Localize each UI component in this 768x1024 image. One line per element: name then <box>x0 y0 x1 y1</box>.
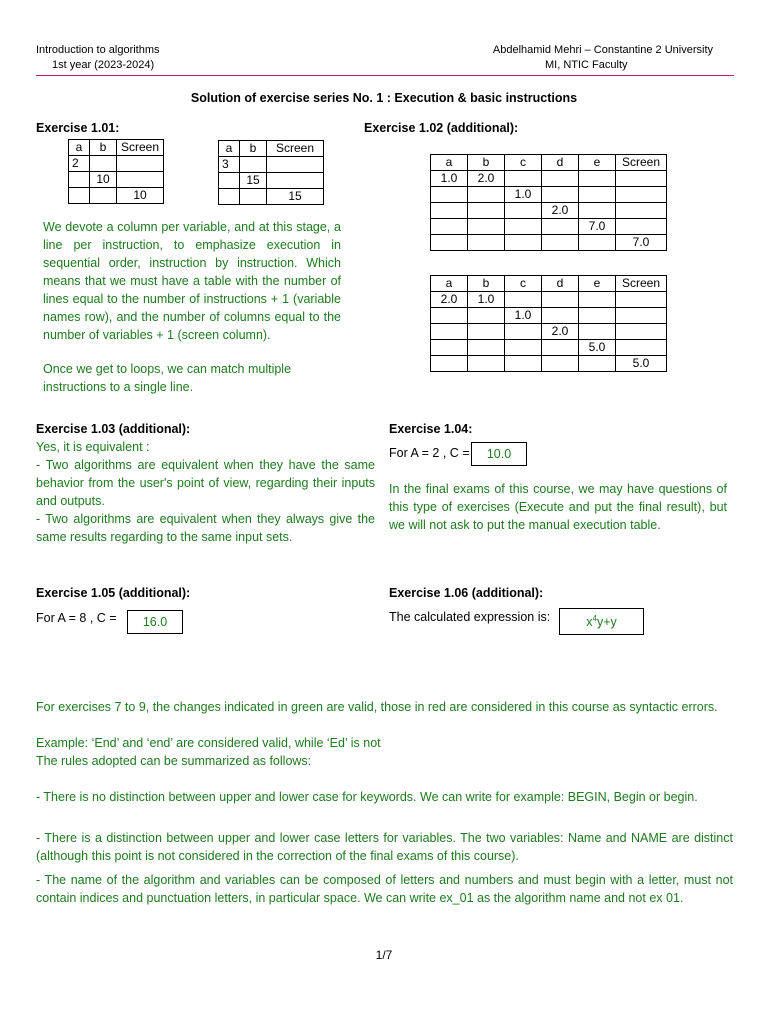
cell: c <box>505 155 542 171</box>
faculty-name: MI, NTIC Faculty <box>545 59 628 71</box>
ex104-label: For A = 2 , C = <box>389 446 470 460</box>
cell: 5.0 <box>616 356 667 372</box>
rules-intro: For exercises 7 to 9, the changes indicated in green are valid, those in red are considered in this course as syntactic errors. <box>36 700 718 714</box>
cell: b <box>90 140 117 156</box>
cell <box>90 156 117 172</box>
cell: Screen <box>616 276 667 292</box>
cell <box>90 188 117 204</box>
ex101-explanation: We devote a column per variable, and at this stage, a line per instruction, to emphasize execution in sequential order, instruction by instruction. Which means that we must have a table with the number of lines equal to the number of instructions + 1 (variable names row), and the number of columns equal to the number of variables + 1 (screen column). <box>43 220 341 342</box>
ex105-result-box: 16.0 <box>127 610 183 634</box>
header-divider <box>36 75 734 76</box>
cell <box>117 172 164 188</box>
ex105-title: Exercise 1.05 (additional): <box>36 586 191 600</box>
cell <box>505 340 542 356</box>
ex104-note: In the final exams of this course, we may have questions of this type of exercises (Execute and put the final result), but we will not ask to put the manual execution table. <box>389 482 727 532</box>
cell <box>69 188 90 204</box>
ex103-answer: Yes, it is equivalent : <box>36 440 150 454</box>
cell <box>579 171 616 187</box>
rule-variables: - There is a distinction between upper and lower case letters for variables. The two variables: Name and NAME are distinct (although this point is not considered in the correction of the final exams of this course). <box>36 831 733 863</box>
expr-rest: y+y <box>596 615 617 629</box>
cell <box>542 292 579 308</box>
cell <box>542 308 579 324</box>
cell <box>542 187 579 203</box>
cell: Screen <box>616 155 667 171</box>
ex102-table-2 <box>430 275 667 372</box>
ex104-title: Exercise 1.04: <box>389 422 473 436</box>
page-title: Solution of exercise series No. 1 : Execution & basic instructions <box>190 91 578 105</box>
cell <box>616 308 667 324</box>
cell: Screen <box>267 141 324 157</box>
cell: b <box>468 276 505 292</box>
cell: a <box>219 141 240 157</box>
rule-names: - The name of the algorithm and variables can be composed of letters and numbers and must begin with a letter, must not contain indices and punctuation letters, in particular space. We can write ex_01 as the algorithm name and not ex 01. <box>36 873 733 905</box>
rules-summary-intro: The rules adopted can be summarized as follows: <box>36 754 312 768</box>
cell: 2.0 <box>542 324 579 340</box>
cell <box>431 203 468 219</box>
cell <box>542 219 579 235</box>
cell: 2.0 <box>468 171 505 187</box>
university-name: Abdelhamid Mehri – Constantine 2 University <box>492 44 713 56</box>
ex101-title: Exercise 1.01: <box>36 121 120 135</box>
cell <box>468 203 505 219</box>
cell <box>219 189 240 205</box>
cell <box>579 356 616 372</box>
cell <box>616 203 667 219</box>
cell: 1.0 <box>505 308 542 324</box>
cell: 5.0 <box>579 340 616 356</box>
cell: 1.0 <box>431 171 468 187</box>
cell <box>505 292 542 308</box>
course-year: 1st year (2023-2024) <box>52 59 155 71</box>
course-name: Introduction to algorithms <box>36 44 160 56</box>
cell <box>616 219 667 235</box>
cell <box>468 308 505 324</box>
cell: a <box>431 155 468 171</box>
cell: d <box>542 155 579 171</box>
ex101-table-1 <box>68 139 164 204</box>
cell <box>616 292 667 308</box>
cell <box>267 157 324 173</box>
rules-example: Example: ‘End’ and ‘end’ are considered valid, while ‘Ed’ is not <box>36 736 381 750</box>
cell: Screen <box>117 140 164 156</box>
expr-base: x <box>586 615 593 629</box>
cell <box>69 172 90 188</box>
cell: 1.0 <box>468 292 505 308</box>
cell <box>616 187 667 203</box>
cell <box>240 189 267 205</box>
cell: d <box>542 276 579 292</box>
cell <box>505 235 542 251</box>
cell: 2.0 <box>542 203 579 219</box>
cell: b <box>468 155 505 171</box>
cell <box>579 292 616 308</box>
ex104-result-box: 10.0 <box>471 442 527 466</box>
cell <box>431 219 468 235</box>
ex103-definition-2: - Two algorithms are equivalent when they always give the same results regarding to the same input sets. <box>36 512 375 544</box>
ex101-loops-note: Once we get to loops, we can match multiple instructions to a single line. <box>43 362 292 394</box>
cell <box>579 235 616 251</box>
cell <box>468 235 505 251</box>
cell: 10 <box>117 188 164 204</box>
ex106-title: Exercise 1.06 (additional): <box>389 586 544 600</box>
cell <box>579 203 616 219</box>
cell <box>505 219 542 235</box>
ex106-result-box <box>559 608 644 635</box>
cell <box>505 171 542 187</box>
cell <box>616 340 667 356</box>
cell <box>431 340 468 356</box>
ex102-title: Exercise 1.02 (additional): <box>364 121 519 135</box>
cell <box>219 173 240 189</box>
cell: b <box>240 141 267 157</box>
cell <box>468 187 505 203</box>
rule-keywords: - There is no distinction between upper and lower case for keywords. We can write for example: BEGIN, Begin or begin. <box>36 790 698 804</box>
page-number: 1/7 <box>375 948 393 962</box>
cell <box>542 235 579 251</box>
cell <box>468 324 505 340</box>
cell: 2 <box>69 156 90 172</box>
ex105-label: For A = 8 , C = <box>36 611 117 625</box>
cell <box>505 324 542 340</box>
cell <box>431 356 468 372</box>
cell <box>431 235 468 251</box>
cell: 2.0 <box>431 292 468 308</box>
cell <box>542 171 579 187</box>
cell <box>117 156 164 172</box>
cell: e <box>579 155 616 171</box>
cell: 1.0 <box>505 187 542 203</box>
cell <box>431 324 468 340</box>
cell <box>542 356 579 372</box>
cell <box>505 356 542 372</box>
cell: 7.0 <box>579 219 616 235</box>
cell <box>579 308 616 324</box>
ex106-label: The calculated expression is: <box>389 610 551 624</box>
cell <box>542 340 579 356</box>
cell <box>431 308 468 324</box>
cell <box>468 356 505 372</box>
expr-exponent: 4 <box>592 613 597 623</box>
cell <box>240 157 267 173</box>
cell <box>579 324 616 340</box>
cell <box>468 219 505 235</box>
cell <box>431 187 468 203</box>
cell <box>468 340 505 356</box>
ex101-table-2 <box>218 140 324 205</box>
cell: c <box>505 276 542 292</box>
ex102-table-1 <box>430 154 667 251</box>
cell <box>267 173 324 189</box>
cell: e <box>579 276 616 292</box>
cell: a <box>431 276 468 292</box>
cell <box>579 187 616 203</box>
cell <box>505 203 542 219</box>
cell: 10 <box>90 172 117 188</box>
ex103-definition-1: - Two algorithms are equivalent when they have the same behavior from the user's point of view, regarding their inputs and outputs. <box>36 458 375 508</box>
cell: 15 <box>240 173 267 189</box>
cell: 7.0 <box>616 235 667 251</box>
cell <box>616 171 667 187</box>
cell: a <box>69 140 90 156</box>
cell: 15 <box>267 189 324 205</box>
ex103-title: Exercise 1.03 (additional): <box>36 422 191 436</box>
cell: 3 <box>219 157 240 173</box>
cell <box>616 324 667 340</box>
